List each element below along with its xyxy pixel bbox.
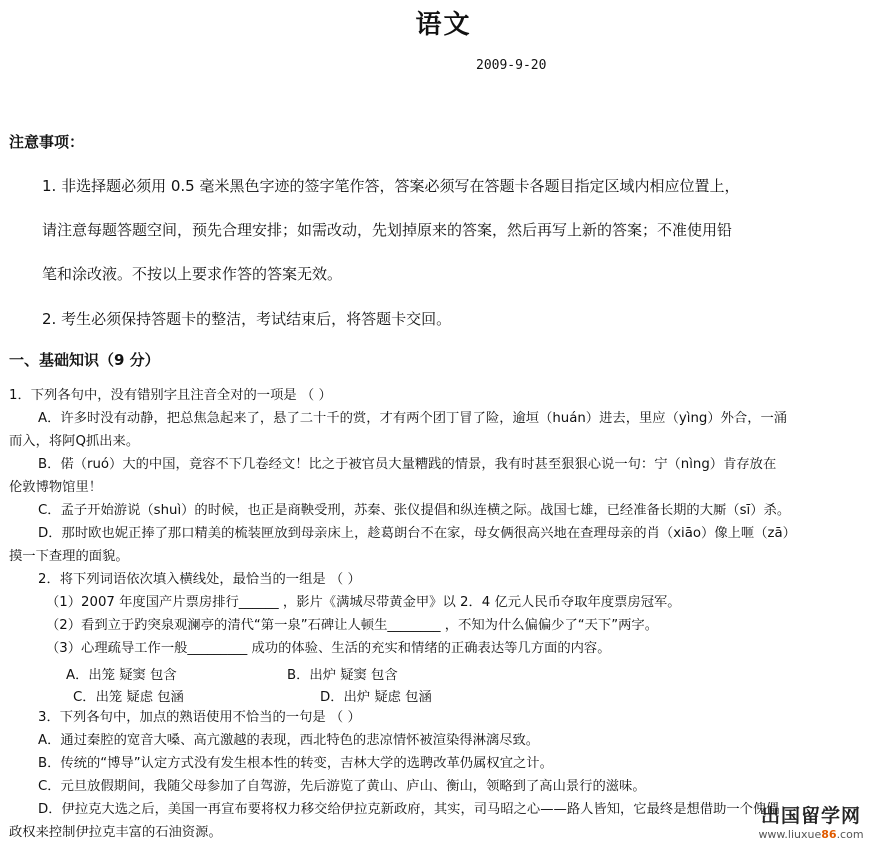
q1-stem: 1．下列各句中，没有错别字且注音全对的一项是 （ ）: [9, 388, 332, 403]
document-date: 2009-9-20: [476, 58, 547, 73]
site-watermark: [741, 801, 881, 841]
watermark-url-num: 86: [821, 828, 837, 841]
notice-line-2: 请注意每题答题空间，预先合理安排；如需改动，先划掉原来的答案，然后再写上新的答案；不准使用铅: [42, 221, 733, 239]
notice-heading: 注意事项：: [9, 133, 85, 151]
q3-line: 政权来控制伊拉克丰富的石油资源。: [9, 825, 222, 840]
q1-line: B．偌（ruó）大的中国，竟容不下几卷经文！比之于被官员大量糟践的情景，我有时甚至狠狠心说一句：宁（nìng）肯存放在: [38, 457, 777, 472]
q3-line: D．伊拉克大选之后，美国一再宣布要将权力移交给伊拉克新政府，其实，司马昭之心——路人皆知，它最终是想借助一个傀儡: [38, 802, 780, 817]
q3-line: A．通过秦腔的宽音大嗓、高亢激越的表现，西北特色的悲凉情怀被渲染得淋漓尽致。: [38, 733, 540, 748]
q2-item: （2）看到立于趵突泉观澜亭的清代“第一泉”石碑让人顿生________ ，不知为什么偏偏少了“天下”两字。: [46, 618, 659, 633]
q3-stem: 3．下列各句中，加点的熟语使用不恰当的一句是 （ ）: [38, 710, 361, 725]
q3-line: C．元旦放假期间，我随父母参加了自驾游，先后游览了黄山、庐山、衡山，领略到了高山景行的滋味。: [38, 779, 646, 794]
notice-line-4: 2. 考生必须保持答题卡的整洁，考试结束后，将答题卡交回。: [42, 310, 452, 328]
q2-option-c: C．出笼 疑虑 包涵: [73, 690, 184, 705]
q1-line: 摸一下查理的面貌。: [9, 549, 129, 564]
q1-line: 而入，将阿Q抓出来。: [9, 434, 140, 449]
notice-line-3: 笔和涂改液。不按以上要求作答的答案无效。: [42, 265, 343, 283]
section-heading: 一、基础知识（9 分）: [9, 351, 160, 369]
q1-line: D．那时欧也妮正捧了那口精美的梳装匣放到母亲床上，趁葛朗台不在家，母女俩很高兴地在查理母亲的肖（xiāo）像上咂（zā）: [38, 526, 796, 541]
q3-line: B．传统的“博导”认定方式没有发生根本性的转变，吉林大学的选聘改革仍属权宜之计。: [38, 756, 553, 771]
watermark-url-suffix: .com: [836, 828, 864, 841]
q2-stem: 2．将下列词语依次填入横线处，最恰当的一组是 （ ）: [38, 572, 361, 587]
q1-line: A．许多时没有动静，把总焦急起来了，悬了二十千的赏，才有两个团丁冒了险，逾垣（huán）进去，里应（yìng）外合，一涌: [38, 411, 788, 426]
watermark-url-prefix: www.liuxue: [758, 828, 822, 841]
q2-item: （1）2007 年度国产片票房排行______ ，影片《满城尽带黄金甲》以 2．4 亿元人民币夺取年度票房冠军。: [46, 595, 681, 610]
q2-option-b: B．出炉 疑窦 包含: [287, 668, 398, 683]
document-title: 语文: [415, 10, 472, 40]
watermark-url: [741, 828, 881, 841]
watermark-text: 出国留学网: [760, 805, 861, 827]
notice-line-1: 1. 非选择题必须用 0.5 毫米黑色字迹的签字笔作答，答案必须写在答题卡各题目指定区域内相应位置上，: [42, 177, 740, 195]
q2-option-d: D．出炉 疑虑 包涵: [320, 690, 432, 705]
q2-item: （3）心理疏导工作一般_________ 成功的体验、生活的充实和情绪的正确表达等几方面的内容。: [46, 641, 611, 656]
q1-line: C．孟子开始游说（shuì）的时候，也正是商鞅受刑，苏秦、张仪提倡和纵连横之际。战国七雄，已经准备长期的大厮（sī）杀。: [38, 503, 791, 518]
q2-option-a: A．出笼 疑窦 包含: [66, 668, 177, 683]
q1-line: 伦敦博物馆里！: [9, 480, 103, 495]
